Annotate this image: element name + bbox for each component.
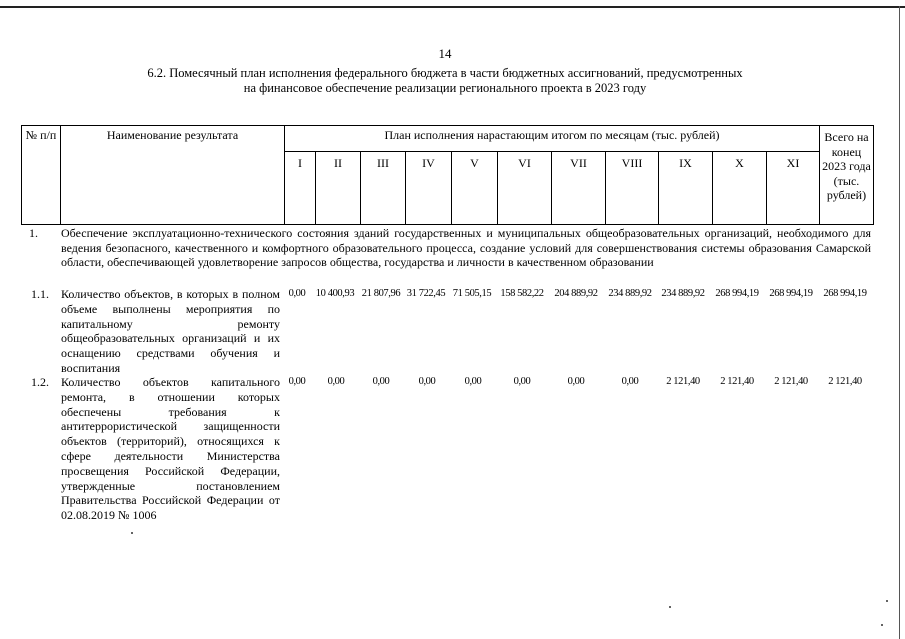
plan-header: План исполнения нарастающим итогом по месяцам (тыс. рублей) [285, 126, 820, 152]
row-value: 204 889,92 [554, 288, 598, 299]
month-header: II [316, 152, 361, 225]
row-value: 0,00 [513, 376, 531, 387]
scan-speck [131, 532, 133, 534]
row-total: 2 121,40 [828, 376, 862, 387]
row-value: 0,00 [567, 376, 585, 387]
row-total: 268 994,19 [823, 288, 867, 299]
row-value: 0,00 [621, 376, 639, 387]
title-line-2: на финансовое обеспечение реализации регионального проекта в 2023 году [243, 80, 647, 95]
col-number-header: № п/п [22, 126, 61, 225]
row-number: 1.2. [31, 375, 49, 389]
row-value: 10 400,93 [315, 288, 355, 299]
row-number: 1.1. [31, 287, 49, 301]
row-value: 2 121,40 [774, 376, 808, 387]
row-value: 0,00 [288, 288, 306, 299]
scan-speck [669, 606, 671, 608]
row-value: 158 582,22 [500, 288, 544, 299]
row-name: Количество объектов, в которых в полном объеме выполнены мероприятия по капитальному ремонту общеобразовательных организаций и их оснащению средствами обучения и воспитания [61, 287, 280, 375]
month-header: V [452, 152, 498, 225]
page-number: 14 [438, 46, 452, 61]
section-number: 1. [29, 226, 38, 240]
month-header: X [713, 152, 767, 225]
section-text: Обеспечение эксплуатационно-технического состояния зданий государственных и муниципальных общеобразовательных организаций, необходимого для ведения безопасного, качественного и комфортного образовательного процесса, создание условий для совершенствования системы образования Самарской области, обеспечивающей удовлетворение запросов общества, государства и личности в качественном образовании [61, 226, 871, 269]
scan-speck [886, 600, 888, 602]
month-header: VII [552, 152, 606, 225]
table-header [21, 125, 874, 225]
row-name: Количество объектов капитального ремонта, в отношении которых обеспечены требования к антитеррористической защищенности объектов (территорий), относящихся к сфере деятельности Министерства просвещения Российской Федерации, утвержденные постановлением Правительства Российской Федерации от 02.08.2019 № 1006 [61, 375, 280, 523]
row-value: 234 889,92 [661, 288, 705, 299]
month-header: VIII [606, 152, 659, 225]
title-line-1: 6.2. Помесячный план исполнения федерального бюджета в части бюджетных ассигнований, предусмотренных [147, 66, 743, 80]
row-value: 234 889,92 [608, 288, 652, 299]
month-header: III [361, 152, 406, 225]
row-value: 0,00 [288, 376, 306, 387]
row-value: 0,00 [464, 376, 482, 387]
row-value: 0,00 [372, 376, 390, 387]
scan-speck [881, 624, 883, 626]
row-value: 268 994,19 [715, 288, 759, 299]
row-value: 0,00 [418, 376, 436, 387]
page-right-border [899, 6, 900, 639]
month-header: IX [659, 152, 713, 225]
row-value: 71 505,15 [452, 288, 492, 299]
col-name-header: Наименование результата [61, 126, 285, 225]
row-value: 21 807,96 [361, 288, 401, 299]
month-header: IV [406, 152, 452, 225]
month-header: VI [498, 152, 552, 225]
row-value: 2 121,40 [666, 376, 700, 387]
row-value: 268 994,19 [769, 288, 813, 299]
page-title [0, 66, 890, 95]
page-top-border [0, 6, 905, 8]
row-value: 0,00 [327, 376, 345, 387]
month-header: I [285, 152, 316, 225]
month-header: XI [767, 152, 820, 225]
row-value: 2 121,40 [720, 376, 754, 387]
col-total-header: Всего на конец 2023 года (тыс. рублей) [820, 126, 874, 225]
row-value: 31 722,45 [406, 288, 446, 299]
